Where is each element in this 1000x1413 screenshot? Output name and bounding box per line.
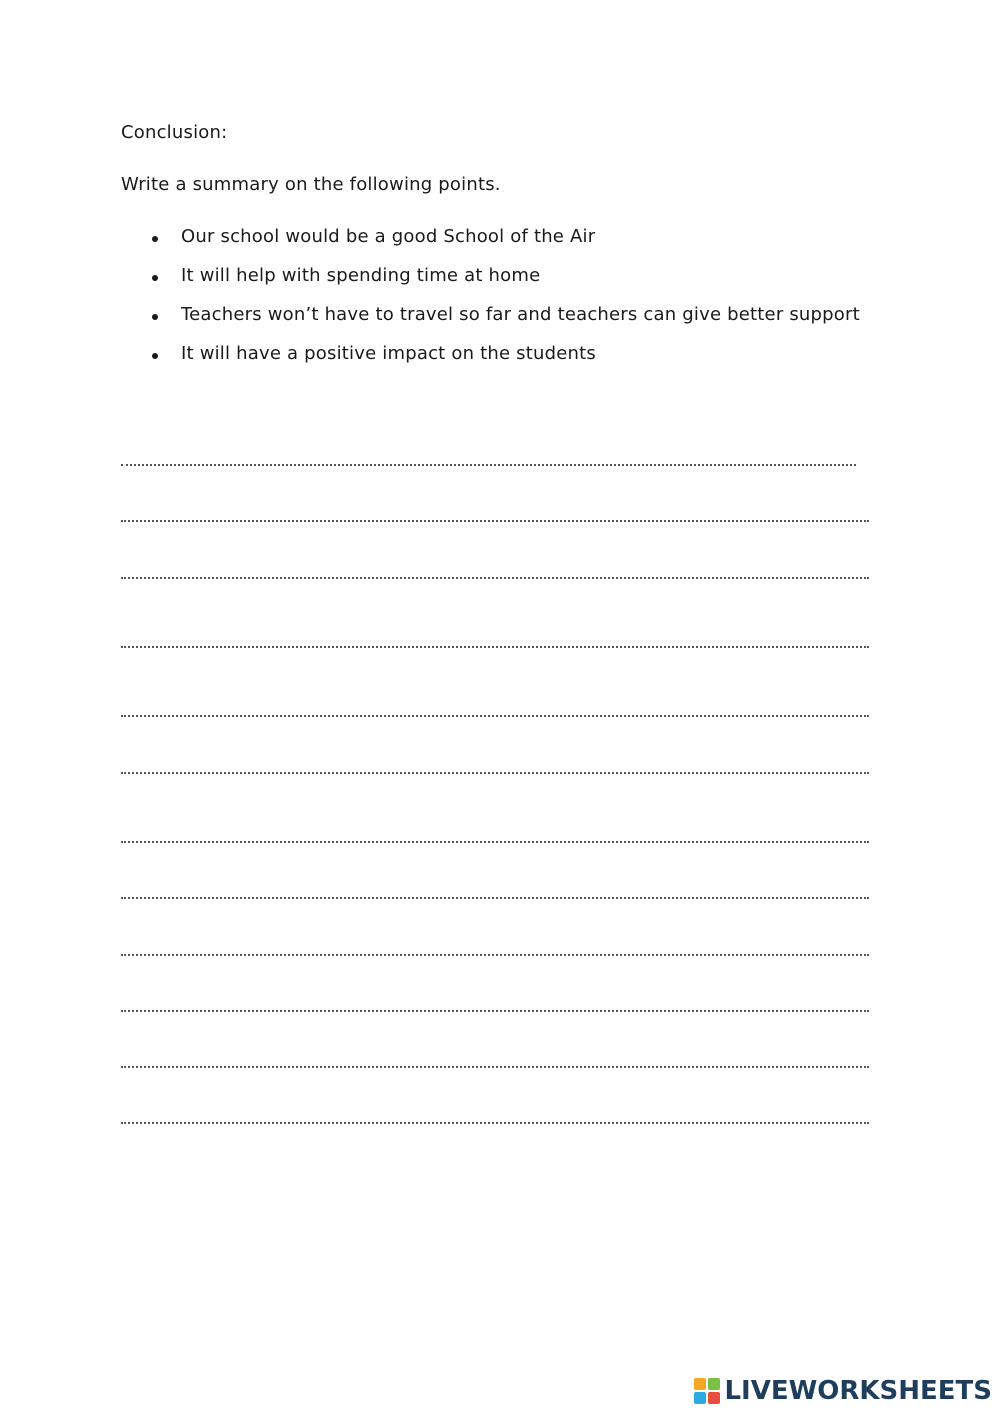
answer-line-9[interactable] (121, 954, 869, 956)
list-item (150, 226, 860, 265)
answer-line-1[interactable] (121, 464, 856, 466)
list-item (150, 265, 860, 304)
answer-line-2[interactable] (121, 520, 869, 522)
bullet-icon (152, 275, 158, 281)
answer-line-11[interactable] (121, 1066, 869, 1068)
list-item (150, 304, 860, 343)
point-text: It will have a positive impact on the students (181, 343, 596, 364)
bullet-icon (152, 314, 158, 320)
point-text: It will help with spending time at home (181, 265, 541, 286)
answer-line-5[interactable] (121, 715, 869, 717)
answer-line-10[interactable] (121, 1010, 869, 1012)
point-text: Teachers won’t have to travel so far and teachers can give better support (181, 304, 860, 325)
answer-line-12[interactable] (121, 1122, 869, 1124)
points-list (150, 226, 860, 382)
conclusion-heading: Conclusion: (121, 122, 228, 143)
answer-line-6[interactable] (121, 772, 869, 774)
answer-line-3[interactable] (121, 577, 869, 579)
logo-block (708, 1378, 720, 1390)
logo-block (694, 1392, 706, 1404)
logo-block (694, 1378, 706, 1390)
logo-text: LIVEWORKSHEETS (724, 1376, 992, 1406)
answer-line-8[interactable] (121, 897, 869, 899)
instruction-text: Write a summary on the following points. (121, 174, 501, 195)
liveworksheets-logo (694, 1377, 992, 1405)
point-text: Our school would be a good School of the Air (181, 226, 596, 247)
answer-line-4[interactable] (121, 646, 869, 648)
list-item (150, 343, 860, 382)
bullet-icon (152, 353, 158, 359)
bullet-icon (152, 236, 158, 242)
logo-blocks-icon (694, 1378, 720, 1404)
answer-line-7[interactable] (121, 841, 869, 843)
logo-block (708, 1392, 720, 1404)
